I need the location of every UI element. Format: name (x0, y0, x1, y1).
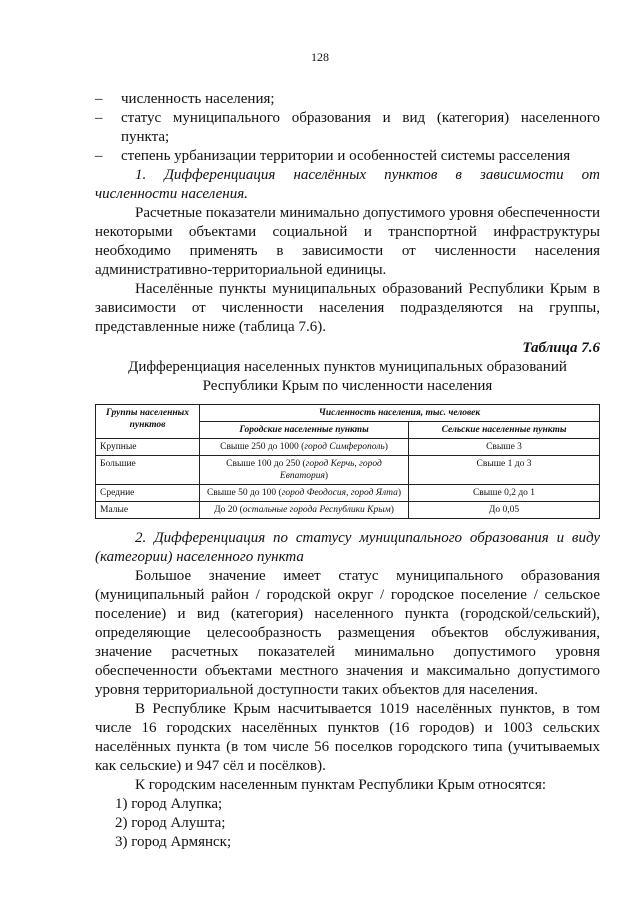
table-row (96, 439, 600, 456)
table-row (96, 456, 600, 485)
table-title-line1: Дифференциация населенных пунктов муниципальных образований (128, 359, 567, 375)
urban-end: ) (384, 442, 388, 452)
bullet-dash: – (95, 148, 103, 164)
urban-end: ) (397, 488, 402, 498)
cell-group: Средние (96, 485, 200, 502)
table-row (96, 502, 600, 519)
cell-urban (200, 485, 409, 502)
page-number: 128 (311, 50, 329, 64)
city-list-item: 2) город Алушта; (115, 815, 226, 831)
paragraph: Большое значение имеет статус муниципального образования (муниципальный район / городской округ / городское поселение / сельское поселение) и вид (категория) населенного пункта (городской/сельский), определяющие целесообразность размещения объектов обслуживания, значение расчетных показателей минимально допустимого уровня обеспеченности объектами местного значения и максимально допустимого уровня территориальной доступности таких объектов для населения. (95, 568, 600, 698)
urban-note: город Феодосия, город Ялта (281, 488, 398, 498)
population-table (95, 404, 600, 519)
cell-rural: До 0,05 (409, 502, 600, 519)
section1-heading: 1. Дифференциация населённых пунктов в зависимости от численности населения. (95, 167, 600, 202)
header-urban: Городские населенные пункты (200, 422, 409, 439)
urban-note: город Керчь, город Евпатория (279, 459, 382, 481)
cell-group: Большие (96, 456, 200, 485)
table-label: Таблица 7.6 (522, 340, 600, 356)
cell-group: Крупные (96, 439, 200, 456)
urban-value: До 20 ( (214, 505, 243, 515)
header-group: Группы населенных пунктов (96, 405, 200, 439)
section2-heading: 2. Дифференциация по статусу муниципального образования и виду (категории) населенного пункта (95, 530, 600, 565)
urban-note: город Симферополь (304, 442, 385, 452)
paragraph: Населённые пункты муниципальных образований Республики Крым в зависимости от численности населения подразделяются на группы, представленные ниже (таблица 7.6). (95, 281, 600, 335)
cell-urban (200, 502, 409, 519)
table-title-line2: Республики Крым по численности населения (202, 378, 493, 394)
bullet-item (95, 109, 600, 147)
cell-urban (200, 456, 409, 485)
bullet-dash: – (95, 91, 103, 107)
document-body (95, 90, 600, 852)
table-row (96, 485, 600, 502)
header-rural: Сельские населенные пункты (409, 422, 600, 439)
bullet-text: степень урбанизации территории и особенностей системы расселения (121, 148, 571, 164)
urban-value: Свыше 100 до 250 ( (226, 459, 306, 469)
urban-value: Свыше 250 до 1000 ( (220, 442, 305, 452)
paragraph: К городским населенным пунктам Республики Крым относятся: (135, 777, 547, 793)
urban-note: остальные города Республики Крым (242, 505, 391, 515)
bullet-text: численность населения; (121, 91, 275, 107)
table-header-row (96, 405, 600, 422)
bullet-item (95, 90, 600, 109)
paragraph: В Республике Крым насчитывается 1019 населённых пунктов, в том числе 16 городских населённых пунктов (16 городов) и 1003 сельских населённых пункта (в том числе 56 поселков городского типа (учитываемых как сельские) и 947 сёл и посёлков). (95, 701, 600, 774)
cell-rural: Свыше 0,2 до 1 (409, 485, 600, 502)
urban-end: ) (324, 471, 329, 481)
cell-rural: Свыше 1 до 3 (409, 456, 600, 485)
paragraph: Расчетные показатели минимально допустимого уровня обеспеченности некоторыми объектами социальной и транспортной инфраструктуры необходимо применять в зависимости от численности населения административно-территориальной единицы. (95, 205, 600, 278)
header-population: Численность населения, тыс. человек (200, 405, 600, 422)
city-list-item: 1) город Алупка; (115, 796, 223, 812)
urban-value: Свыше 50 до 100 ( (206, 488, 282, 498)
city-list-item: 3) город Армянск; (115, 834, 232, 850)
cell-urban (200, 439, 409, 456)
cell-rural: Свыше 3 (409, 439, 600, 456)
bullet-item (95, 147, 600, 166)
cell-group: Малые (96, 502, 200, 519)
bullet-dash: – (95, 110, 103, 126)
urban-end: ) (390, 505, 394, 515)
bullet-text: статус муниципального образования и вид (категория) населенного пункта; (121, 110, 600, 145)
